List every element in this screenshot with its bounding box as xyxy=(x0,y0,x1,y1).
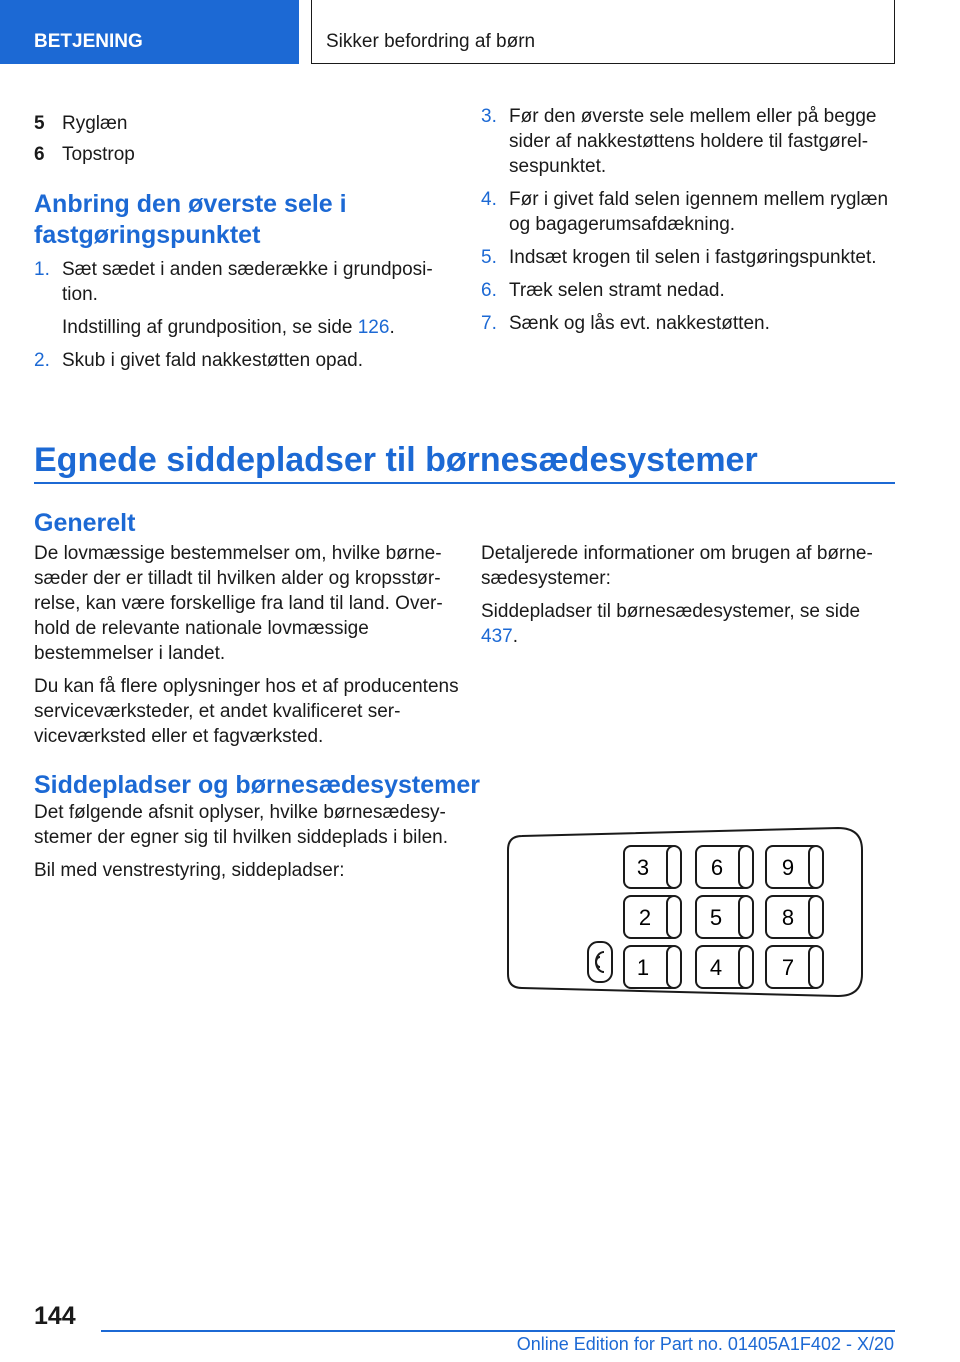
step-item xyxy=(481,278,896,303)
seat-number: 2 xyxy=(638,905,652,930)
general-right-text xyxy=(481,541,891,657)
step-number: 5. xyxy=(481,247,497,268)
seat-position xyxy=(766,846,823,888)
step-number: 6. xyxy=(481,280,497,301)
footer-edition: Online Edition for Part no. 01405A1F402 - X/20 xyxy=(516,1334,894,1354)
paragraph: De lovmæssige bestemmelser om, hvilke børnesæder der er tilladt til hvilken alder og kropsstørrelse, kan være forskellige fra land til land. Overhold de relevante nationale lovmæssige bestemmelser i landet. xyxy=(34,543,443,664)
general-left-text xyxy=(34,541,459,757)
seats-heading: Siddepladser og børnesædesystemer xyxy=(34,771,480,799)
step-number: 7. xyxy=(481,313,497,334)
seats-text xyxy=(34,800,459,891)
legend-number: 6 xyxy=(34,144,45,165)
step-item xyxy=(481,311,896,336)
topic-title: Sikker befordring af børn xyxy=(326,31,536,52)
seat-number: 6 xyxy=(710,855,724,880)
steering-wheel-icon xyxy=(588,942,612,982)
step-number: 2. xyxy=(34,350,50,371)
seat-number: 4 xyxy=(709,955,723,980)
step-item xyxy=(34,257,454,340)
step-number: 1. xyxy=(34,259,50,280)
chapter-tab xyxy=(0,0,299,64)
page-link[interactable]: 437 xyxy=(481,626,513,647)
chapter-title: BETJENING xyxy=(34,31,143,52)
step-item xyxy=(34,348,454,373)
page-number: 144 xyxy=(34,1302,76,1330)
section-heading: Anbring den øverste sele i fastgøringspunktet xyxy=(34,190,347,249)
seat-number: 8 xyxy=(781,905,795,930)
seat-position xyxy=(696,846,753,888)
paragraph: Detaljerede informationer om brugen af børnesædesystemer: xyxy=(481,543,873,589)
topic-box xyxy=(311,0,895,64)
step-text: Før den øverste sele mellem eller på begge sider af nakkestøttens holdere til fastgørelsespunktet. xyxy=(509,106,877,177)
step-text: Skub i givet fald nakkestøtten opad. xyxy=(62,350,364,371)
step-item xyxy=(481,104,896,179)
footer-rule xyxy=(101,1330,895,1332)
seat-position xyxy=(624,896,681,938)
seat-number: 7 xyxy=(781,955,795,980)
seat-number: 1 xyxy=(636,955,650,980)
paragraph: Du kan få flere oplysninger hos et af producentens serviceværksteder, et andet kvalificeret serviceværksted eller et fagværksted. xyxy=(34,676,459,747)
step-number: 3. xyxy=(481,106,497,127)
seat-position xyxy=(766,896,823,938)
seat-position xyxy=(696,946,753,988)
paragraph: Siddepladser til børnesædesystemer, se side 437. xyxy=(481,601,861,647)
paragraph: Det følgende afsnit oplyser, hvilke børnesædesystemer der egner sig til hvilken siddeplads i bilen. xyxy=(34,802,448,848)
step-text: Sæt sædet i anden sæderække i grundposition. xyxy=(62,259,433,305)
seat-layout-diagram xyxy=(500,824,870,1000)
seat-number: 9 xyxy=(781,855,795,880)
right-column-top xyxy=(481,104,896,344)
legend-number: 5 xyxy=(34,113,45,134)
step-item xyxy=(481,187,896,237)
legend-item xyxy=(34,111,454,136)
step-number: 4. xyxy=(481,189,497,210)
seat-position xyxy=(696,896,753,938)
legend-item xyxy=(34,142,454,167)
step-text: Træk selen stramt nedad. xyxy=(509,280,725,301)
step-text: Før i givet fald selen igennem mellem ryglæn og bagagerumsafdækning. xyxy=(509,189,889,235)
legend-label: Ryglæn xyxy=(62,113,128,134)
general-heading: Generelt xyxy=(34,509,136,537)
left-column-top xyxy=(34,111,454,381)
main-heading: Egnede siddepladser til børnesædesystemer xyxy=(34,441,758,479)
heading-rule xyxy=(34,482,895,484)
step-item xyxy=(481,245,896,270)
seat-position xyxy=(624,946,681,988)
step-text: Sænk og lås evt. nakkestøtten. xyxy=(509,313,770,334)
step-note: Indstilling af grundposition, se side 126. xyxy=(62,317,395,338)
step-text: Indsæt krogen til selen i fastgøringspunktet. xyxy=(509,247,877,268)
page-link[interactable]: 126 xyxy=(357,317,390,338)
seat-position xyxy=(624,846,681,888)
seat-position xyxy=(766,946,823,988)
paragraph: Bil med venstrestyring, siddepladser: xyxy=(34,860,345,881)
seat-number: 5 xyxy=(709,905,723,930)
seat-number: 3 xyxy=(636,855,650,880)
legend-label: Topstrop xyxy=(62,144,135,165)
